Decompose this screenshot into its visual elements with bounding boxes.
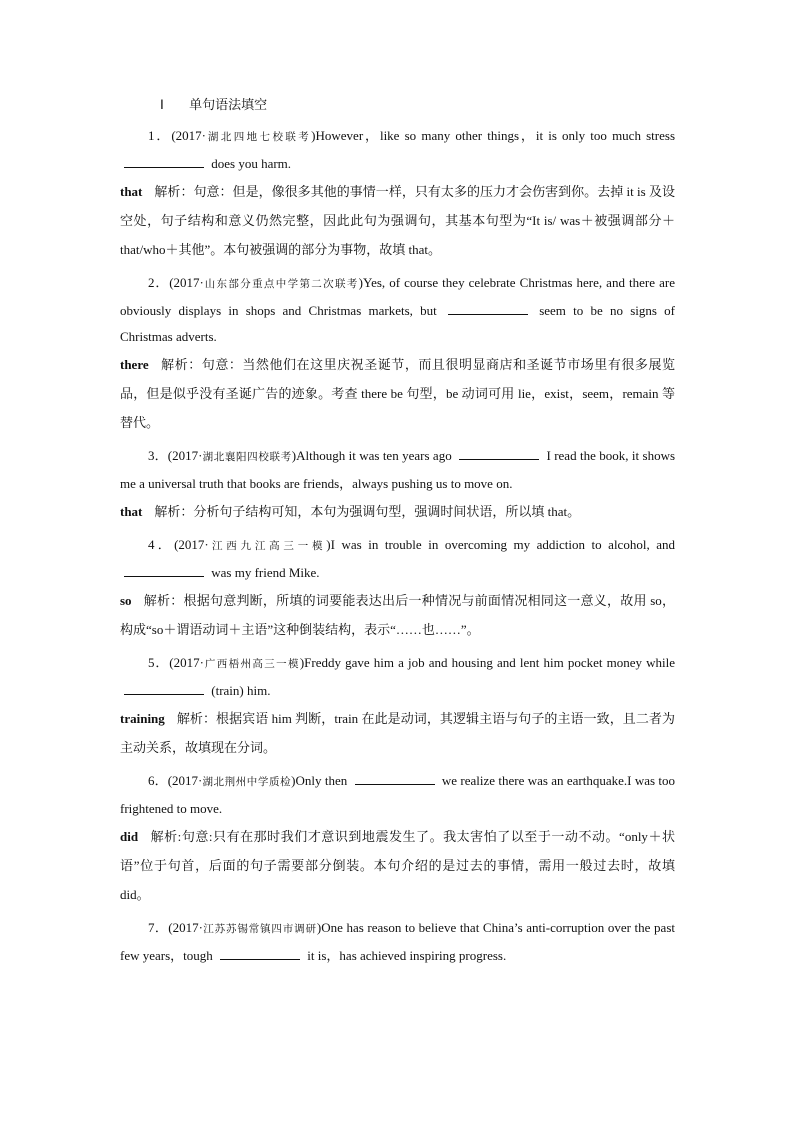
question-source: 广西梧州高三一模 <box>203 659 300 670</box>
question-stem-after: seem to be no signs of Christmas adverts. <box>120 303 675 344</box>
question-stem-after: (train) him. <box>208 683 271 698</box>
question-year: (2017· <box>174 537 209 552</box>
question-stem-before: )Only then <box>291 773 351 788</box>
answer-analysis <box>120 177 675 264</box>
analysis-text: 解析：句意：当然他们在这里庆祝圣诞节，而且很明显商店和圣诞节市场里有很多展览品，但是似乎没有圣诞广告的迹象。考查 there be 句型，be 动词可用 lie，exist，seem，remain 等替代。 <box>120 357 675 430</box>
worksheet-content <box>120 94 675 973</box>
answer-blank[interactable] <box>355 770 435 785</box>
analysis-text: 解析：根据宾语 him 判断，train 在此是动词，其逻辑主语与句子的主语一致，且二者为主动关系，故填现在分词。 <box>120 711 675 755</box>
answer-key: did <box>120 829 139 844</box>
analysis-text: 解析：根据句意判断，所填的词要能表达出后一种情况与前面情况相同这一意义，故用 so，构成“so＋谓语动词＋主语”这种倒装结构，表示“……也……”。 <box>120 593 675 637</box>
answer-key: so <box>120 593 132 608</box>
answer-blank[interactable] <box>124 153 204 168</box>
question-item <box>120 650 675 762</box>
question-text <box>120 768 675 822</box>
question-text <box>120 650 675 704</box>
question-number: 7． <box>148 920 169 935</box>
section-numeral: Ⅰ <box>160 97 164 112</box>
answer-analysis <box>120 822 675 909</box>
answer-analysis <box>120 497 675 526</box>
question-source: 江苏苏锡常镇四市调研 <box>202 924 317 935</box>
answer-analysis <box>120 350 675 437</box>
question-number: 5． <box>148 655 170 670</box>
question-number: 6． <box>148 773 168 788</box>
answer-blank[interactable] <box>459 445 539 460</box>
question-stem-after: it is，has achieved inspiring progress. <box>304 948 507 963</box>
answer-analysis <box>120 586 675 644</box>
question-source: 湖北四地七校联考 <box>206 132 312 143</box>
question-number: 4． <box>148 537 175 552</box>
question-item <box>120 443 675 526</box>
question-stem-before: )However，like so many other things，it is only too much stress <box>311 128 676 143</box>
question-stem-after: we realize there was an earthquake.I was too frightened to move. <box>120 773 675 816</box>
question-item <box>120 915 675 969</box>
question-source: 山东部分重点中学第二次联考 <box>203 279 359 290</box>
question-year: (2017· <box>169 275 204 290</box>
question-stem-after: was my friend Mike. <box>208 565 320 580</box>
answer-blank[interactable] <box>448 300 528 315</box>
question-source: 湖北襄阳四校联考 <box>202 452 292 463</box>
question-source: 江西九江高三一模 <box>208 541 327 552</box>
question-item <box>120 123 675 264</box>
analysis-text: 解析：句意：但是，像很多其他的事情一样，只有太多的压力才会伤害到你。去掉 it is 及设空处，句子结构和意义仍然完整，因此此句为强调句，其基本句型为“It is/ was＋被强调部分＋that/who＋其他”。本句被强调的部分为事物，故填 that。 <box>120 184 675 257</box>
question-year: (2017· <box>167 448 203 463</box>
answer-key: training <box>120 711 165 726</box>
answer-key: that <box>120 184 143 199</box>
question-text <box>120 532 675 586</box>
question-text <box>120 123 675 177</box>
question-item <box>120 532 675 644</box>
answer-key: that <box>120 504 143 519</box>
answer-blank[interactable] <box>124 562 204 577</box>
question-item <box>120 768 675 909</box>
question-text <box>120 443 675 497</box>
question-stem-before: )Freddy gave him a job and housing and lent him pocket money while <box>299 655 675 670</box>
question-year: (2017· <box>168 920 203 935</box>
question-text <box>120 915 675 969</box>
question-stem-after: I read the book, it shows me a universal truth that books are friends，always pushing us to move on. <box>120 448 676 491</box>
question-stem-after: does you harm. <box>208 156 292 171</box>
analysis-text: 解析：分析句子结构可知，本句为强调句型，强调时间状语，所以填 that。 <box>154 504 581 519</box>
answer-blank[interactable] <box>124 680 204 695</box>
section-title: 单句语法填空 <box>189 97 268 112</box>
question-list <box>120 123 675 969</box>
section-heading <box>160 94 675 113</box>
question-item <box>120 270 675 437</box>
answer-key: there <box>120 357 149 372</box>
question-stem-before: )Although it was ten years ago <box>291 448 456 463</box>
question-stem-before: )Yes, of course they celebrate Christmas here, and there are obviously displays in shops and Christmas markets, but <box>120 275 675 318</box>
question-year: (2017· <box>169 655 204 670</box>
question-text <box>120 270 675 350</box>
question-number: 3． <box>148 448 168 463</box>
question-stem-before: )One has reason to believe that China’s anti-corruption over the past few years，tough <box>120 920 675 963</box>
question-number: 2． <box>148 275 170 290</box>
question-stem-before: )I was in trouble in overcoming my addiction to alcohol, and <box>326 537 675 552</box>
answer-blank[interactable] <box>220 945 300 960</box>
question-number: 1． <box>148 128 172 143</box>
answer-analysis <box>120 704 675 762</box>
analysis-text: 解析:句意:只有在那时我们才意识到地震发生了。我太害怕了以至于一动不动。“only＋状语”位于句首，后面的句子需要部分倒装。本句介绍的是过去的事情，需用一般过去时，故填 did。 <box>120 829 675 902</box>
question-year: (2017· <box>167 773 203 788</box>
question-year: (2017· <box>171 128 206 143</box>
question-source: 湖北荆州中学质检 <box>202 777 292 788</box>
